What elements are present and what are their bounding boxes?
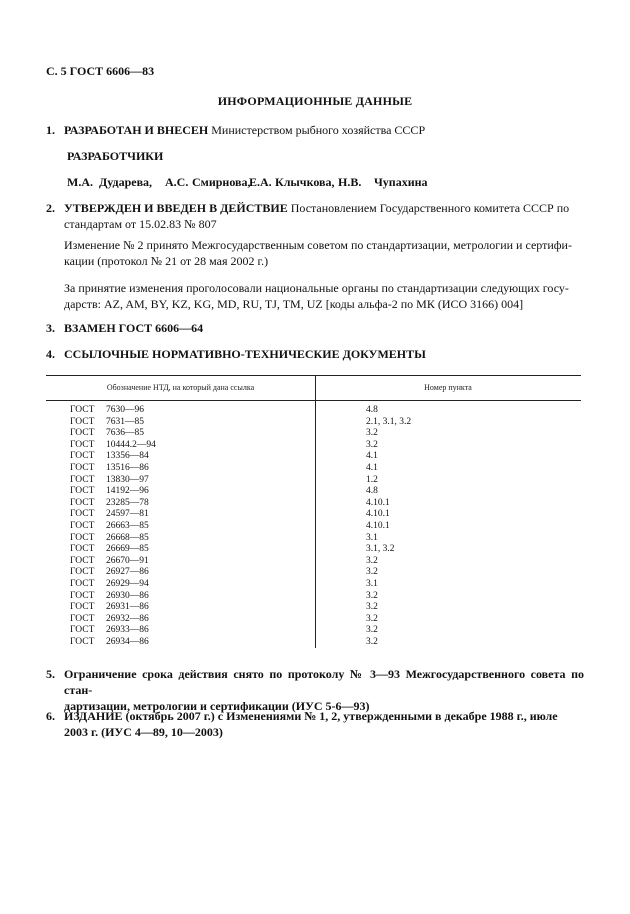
table-row	[0, 533, 630, 545]
voting-line-2: дарств: AZ, AM, BY, KZ, KG, MD, RU, TJ, TM, UZ [коды альфа-2 по МК (ИСО 3166) 004]	[64, 297, 524, 311]
section-5-number: 5.	[46, 667, 55, 681]
document-code: 26669—85	[106, 544, 149, 555]
item-number: 4.8	[366, 405, 378, 415]
table-row	[0, 567, 630, 579]
table-header-item: Номер пункта	[424, 383, 472, 392]
item-number: 4.1	[366, 463, 378, 473]
developer-initials: М.А.	[67, 175, 93, 189]
item-number: 4.10.1	[366, 509, 390, 520]
document-code: 26931—86	[106, 602, 149, 613]
table-row	[0, 440, 630, 452]
amendment-paragraph	[64, 237, 584, 269]
item-number: 3.2	[366, 555, 378, 566]
document-prefix: ГОСТ	[70, 439, 95, 450]
table-row	[0, 602, 630, 614]
amendment-line-2: кации (протокол № 21 от 28 мая 2002 г.)	[64, 254, 269, 268]
section-3-number: 3.	[46, 321, 55, 335]
table-row	[0, 544, 630, 556]
document-prefix: ГОСТ	[70, 532, 95, 543]
document-code: 26670—91	[106, 555, 149, 566]
document-prefix: ГОСТ	[70, 613, 95, 624]
developer-surname: Чупахина	[374, 175, 428, 189]
section-4-text: ССЫЛОЧНЫЕ НОРМАТИВНО-ТЕХНИЧЕСКИЕ ДОКУМЕНТЫ	[64, 347, 426, 361]
item-number: 3.1, 3.2	[366, 544, 395, 555]
section-6-line-2: 2003 г. (ИУС 4—89, 10—2003)	[64, 725, 223, 739]
document-prefix: ГОСТ	[70, 474, 95, 485]
item-number: 3.2	[366, 602, 378, 613]
table-row	[0, 498, 630, 510]
table-row	[0, 463, 630, 475]
document-code: 26927—86	[106, 567, 149, 578]
document-prefix: ГОСТ	[70, 567, 95, 578]
table-row	[0, 417, 630, 429]
document-prefix: ГОСТ	[70, 602, 95, 613]
document-prefix: ГОСТ	[70, 451, 95, 462]
item-number: 3.2	[366, 625, 378, 636]
table-top-border	[46, 375, 581, 376]
item-number: 3.2	[366, 428, 378, 439]
developer-surname: Дударева,	[99, 175, 153, 189]
section-2-text	[64, 200, 584, 232]
document-prefix: ГОСТ	[70, 416, 95, 427]
document-code: 13830—97	[106, 474, 149, 485]
table-row	[0, 521, 630, 533]
table-row	[0, 591, 630, 603]
document-code: 26668—85	[106, 532, 149, 543]
document-prefix: ГОСТ	[70, 428, 95, 439]
amendment-line-1: Изменение № 2 принято Межгосударственным советом по стандартизации, метрологии и сертифи-	[64, 238, 572, 252]
document-prefix: ГОСТ	[70, 579, 95, 589]
document-code: 23285—78	[106, 497, 149, 508]
table-row	[0, 475, 630, 487]
table-row	[0, 428, 630, 440]
section-6-line-1: ИЗДАНИЕ (октябрь 2007 г.) с Изменениями № 1, 2, утвержденными в декабре 1988 г., июле	[64, 709, 558, 723]
table-row	[0, 637, 630, 649]
document-code: 26929—94	[106, 579, 149, 589]
table-header-document: Обозначение НТД, на который дана ссылка	[106, 383, 255, 392]
section-4-number: 4.	[46, 347, 55, 361]
table-row	[0, 614, 630, 626]
document-prefix: ГОСТ	[70, 625, 95, 636]
item-number: 3.1	[366, 579, 378, 589]
table-row	[0, 625, 630, 637]
section-1-lead: РАЗРАБОТАН И ВНЕСЕН	[64, 123, 209, 137]
voting-line-1: За принятие изменения проголосовали национальные органы по стандартизации следующих госу-	[64, 281, 569, 295]
table-row	[0, 486, 630, 498]
developer-initials: Е.А.	[249, 175, 272, 189]
item-number: 4.8	[366, 486, 378, 497]
section-2-number: 2.	[46, 201, 55, 215]
document-prefix: ГОСТ	[70, 521, 95, 531]
section-6-number: 6.	[46, 709, 55, 723]
developer-surname: Смирнова,	[192, 175, 251, 189]
developer-surname: Клычкова,	[275, 175, 335, 189]
document-code: 7636—85	[106, 428, 144, 439]
item-number: 3.1	[366, 532, 378, 543]
table-row	[0, 451, 630, 463]
section-2-lead: УТВЕРЖДЕН И ВВЕДЕН В ДЕЙСТВИЕ	[64, 201, 288, 215]
document-code: 26932—86	[106, 613, 149, 624]
table-header-divider	[46, 400, 581, 401]
document-code: 14192—96	[106, 486, 149, 497]
section-2-line-1: Постановлением Государственного комитета СССР по	[287, 201, 570, 215]
document-prefix: ГОСТ	[70, 555, 95, 566]
document-code: 26934—86	[106, 637, 149, 647]
document-code: 7631—85	[106, 416, 144, 427]
item-number: 4.1	[366, 451, 378, 462]
item-number: 3.2	[366, 439, 378, 450]
document-code: 26933—86	[106, 625, 149, 636]
document-code: 13516—86	[106, 463, 149, 473]
section-5-line-2: дартизации, метрологии и сертификации (ИУС 5-6—93)	[64, 699, 370, 713]
table-row	[0, 405, 630, 417]
section-6-text	[64, 708, 584, 740]
developer-initials: А.С.	[165, 175, 189, 189]
document-prefix: ГОСТ	[70, 544, 95, 555]
item-number: 3.2	[366, 637, 378, 647]
section-2-line-2: стандартам от 15.02.83 № 807	[64, 217, 217, 231]
document-prefix: ГОСТ	[70, 497, 95, 508]
developer-initials: Н.В.	[338, 175, 362, 189]
section-3-text: ВЗАМЕН ГОСТ 6606—64	[64, 321, 204, 335]
section-1-body: Министерством рыбного хозяйства СССР	[208, 123, 426, 137]
section-1-number: 1.	[46, 123, 55, 137]
item-number: 3.2	[366, 613, 378, 624]
section-5-text	[64, 666, 584, 714]
document-prefix: ГОСТ	[70, 463, 95, 473]
section-5-line-1: Ограничение срока действия снято по протоколу № 3—93 Межгосударственного совета по стан-	[64, 667, 584, 697]
page-title: ИНФОРМАЦИОННЫЕ ДАННЫЕ	[217, 94, 413, 108]
document-prefix: ГОСТ	[70, 486, 95, 497]
developers-title: РАЗРАБОТЧИКИ	[67, 149, 164, 163]
table-row	[0, 579, 630, 591]
document-code: 7630—96	[106, 405, 144, 415]
document-prefix: ГОСТ	[70, 509, 95, 520]
item-number: 2.1, 3.1, 3.2	[366, 416, 412, 427]
table-row	[0, 556, 630, 568]
table-row	[0, 509, 630, 521]
item-number: 3.2	[366, 590, 378, 601]
item-number: 1.2	[366, 474, 378, 485]
document-code: 13356—84	[106, 451, 149, 462]
document-prefix: ГОСТ	[70, 637, 95, 647]
item-number: 4.10.1	[366, 521, 390, 531]
item-number: 4.10.1	[366, 497, 390, 508]
document-prefix: ГОСТ	[70, 590, 95, 601]
document-prefix: ГОСТ	[70, 405, 95, 415]
document-code: 26930—86	[106, 590, 149, 601]
document-code: 10444.2—94	[106, 439, 156, 450]
voting-paragraph	[64, 280, 584, 312]
page-header: С. 5 ГОСТ 6606—83	[46, 64, 155, 78]
document-code: 24597—81	[106, 509, 149, 520]
document-code: 26663—85	[106, 521, 149, 531]
item-number: 3.2	[366, 567, 378, 578]
section-1-text	[64, 123, 425, 138]
